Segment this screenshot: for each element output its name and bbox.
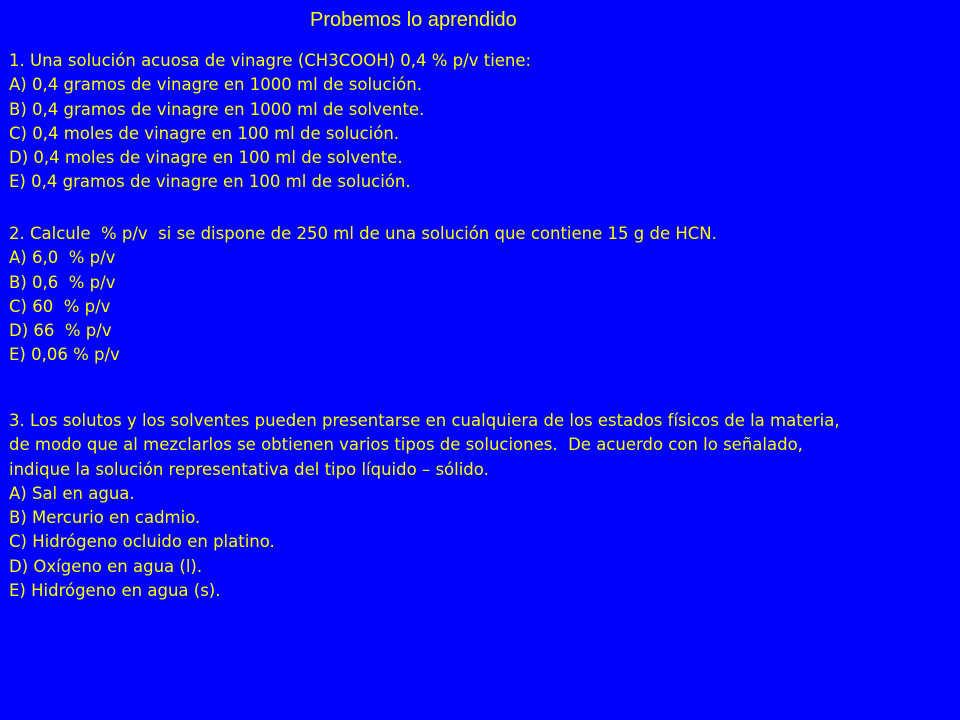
question-3-stem-line-1: 3. Los solutos y los solventes pueden presentarse en cualquiera de los estados físicos de la materia, [9, 411, 840, 430]
question-2-option-c: C) 60 % p/v [9, 296, 111, 316]
question-1-option-c: C) 0,4 moles de vinagre en 100 ml de solución. [9, 123, 400, 143]
question-1-option-d: D) 0,4 moles de vinagre en 100 ml de solvente. [9, 148, 403, 168]
question-1-option-b: B) 0,4 gramos de vinagre en 1000 ml de solvente. [9, 99, 425, 119]
question-1-stem: 1. Una solución acuosa de vinagre (CH3COOH) 0,4 % p/v tiene: [9, 51, 532, 70]
slide-title: Probemos lo aprendido [310, 9, 517, 31]
question-2-stem: 2. Calcule % p/v si se dispone de 250 ml de una solución que contiene 15 g de HCN. [9, 224, 717, 243]
question-3 [9, 409, 840, 603]
question-3-option-a: A) Sal en agua. [9, 483, 135, 503]
question-3-stem-line-2: de modo que al mezclarlos se obtienen varios tipos de soluciones. De acuerdo con lo señalado, [9, 435, 803, 455]
question-2-option-d: D) 66 % p/v [9, 321, 112, 341]
question-3-option-c: C) Hidrógeno ocluido en platino. [9, 532, 275, 552]
question-2-option-b: B) 0,6 % p/v [9, 272, 116, 292]
question-1-option-e: E) 0,4 gramos de vinagre en 100 ml de solución. [9, 172, 411, 192]
question-2-option-a: A) 6,0 % p/v [9, 248, 116, 268]
question-3-option-d: D) Oxígeno en agua (l). [9, 556, 203, 576]
question-1-option-a: A) 0,4 gramos de vinagre en 1000 ml de solución. [9, 75, 422, 95]
question-3-option-b: B) Mercurio en cadmio. [9, 508, 201, 528]
question-2 [9, 222, 717, 368]
question-3-option-e: E) Hidrógeno en agua (s). [9, 581, 221, 601]
question-3-stem-line-3: indique la solución representativa del tipo líquido – sólido. [9, 459, 489, 479]
question-2-option-e: E) 0,06 % p/v [9, 345, 120, 365]
question-1 [9, 49, 531, 195]
